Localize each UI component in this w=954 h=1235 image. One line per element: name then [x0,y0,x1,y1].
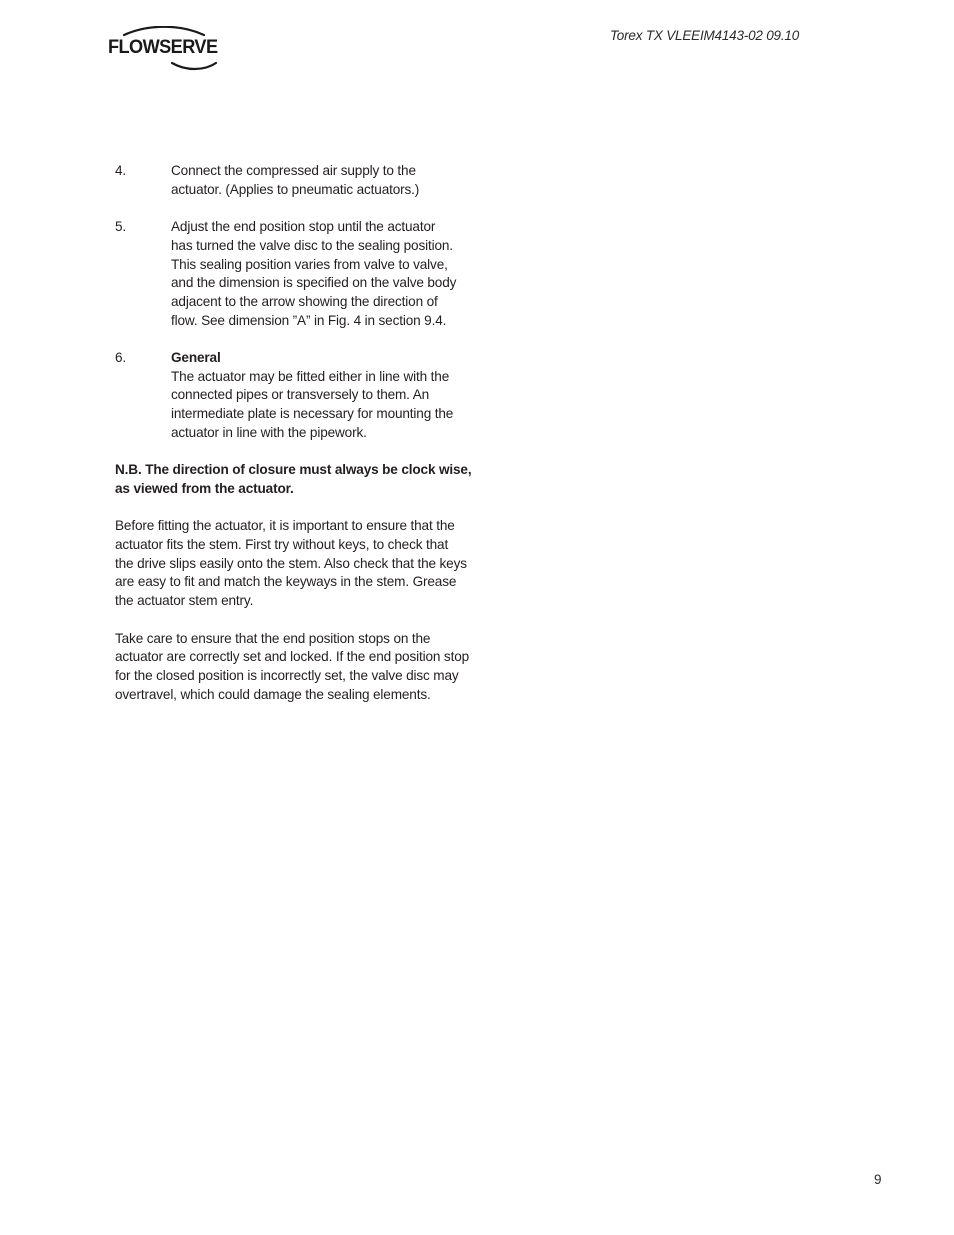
text-line: Before fitting the actuator, it is important to ensure that the [115,518,455,534]
text-line: are easy to fit and match the keyways in the stem. Grease [115,574,457,590]
text-line: adjacent to the arrow showing the direction of [171,293,438,309]
text-line: as viewed from the actuator. [115,480,294,496]
text-line: intermediate plate is necessary for mounting the [171,406,454,422]
text-line: N.B. The direction of closure must always be clock wise, [115,462,472,478]
step-body [171,162,495,199]
text-line: actuator are correctly set and locked. If the end position stop [115,649,470,665]
step-5 [115,218,495,330]
text-line: flow. See dimension ”A” in Fig. 4 in section 9.4. [171,312,447,328]
paragraph-end-stops [115,630,495,705]
text-line: This sealing position varies from valve to valve, [171,256,448,272]
page-number: 9 [874,1172,882,1187]
step-heading: General [171,350,221,365]
text-line: Take care to ensure that the end position stops on the [115,630,431,646]
step-number: 5. [115,219,127,235]
closure-direction-note [115,461,495,498]
text-line: overtravel, which could damage the sealing elements. [115,686,431,702]
text-line: actuator in line with the pipework. [171,424,367,440]
logo-wordmark: FLOWSERVE [108,36,218,58]
text-line: for the closed position is incorrectly set, the valve disc may [115,667,459,683]
main-content [115,162,495,723]
step-number: 4. [115,163,127,178]
step-6 [115,349,495,443]
text-line: Connect the compressed air supply to the [171,163,416,178]
text-line: and the dimension is specified on the valve body [171,275,457,291]
text-line: the drive slips easily onto the stem. Also check that the keys [115,555,467,571]
step-4 [115,162,495,199]
text-line: Adjust the end position stop until the actuator [171,219,436,235]
paragraph-fitting [115,517,495,611]
step-body [171,349,495,443]
step-body [171,218,495,330]
document-reference: Torex TX VLEEIM4143-02 09.10 [610,28,800,43]
text-line: the actuator stem entry. [115,593,254,609]
flowserve-logo [108,26,230,72]
step-number: 6. [115,350,127,365]
text-line: The actuator may be fitted either in line with the [171,368,450,384]
text-line: connected pipes or transversely to them. An [171,387,430,403]
text-line: actuator fits the stem. First try without keys, to check that [115,537,449,552]
text-line: actuator. (Applies to pneumatic actuators.) [171,181,420,197]
text-line: has turned the valve disc to the sealing position. [171,237,453,253]
